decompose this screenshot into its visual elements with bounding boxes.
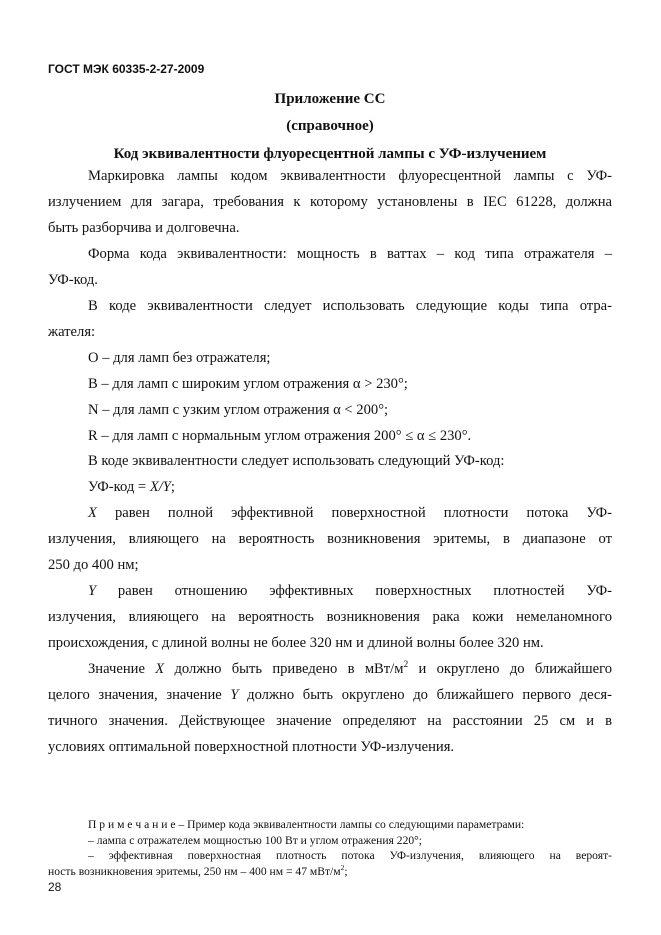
body-line <box>48 683 612 709</box>
body-line <box>48 527 612 553</box>
text-run: В – для ламп с широким углом отражения α > 230°; <box>88 375 408 392</box>
text-run: излучением для загара, требования к которому установлены в IEC 61228, должна <box>48 193 612 210</box>
text-run: П р и м е ч а н и е – Пример кода эквивалентности лампы со следующими параметрами: <box>88 818 525 831</box>
note-text <box>48 817 612 879</box>
text-run: тичного значения. Действующее значение определяют на расстоянии 25 см и в <box>48 713 612 730</box>
document-header: ГОСТ МЭК 60335-2-27-2009 <box>48 62 205 76</box>
body-line <box>48 475 612 501</box>
body-line <box>48 605 612 631</box>
body-line <box>48 216 612 242</box>
text-run: происхождения, с длиной волны не более 320 нм и длиной волны более 320 нм. <box>48 635 544 652</box>
body-line <box>48 346 612 372</box>
text-run: должно быть округлено до ближайшего первого деся- <box>238 687 612 704</box>
body-line <box>48 190 612 216</box>
body-line <box>48 424 612 450</box>
text-run: должно быть приведено в мВт/м <box>164 661 404 678</box>
body-line <box>48 735 612 761</box>
text-run: Y <box>230 687 239 704</box>
text-run: – лампа с отражателем мощностью 100 Вт и углом отражения 220°; <box>88 833 423 847</box>
text-run: условиях оптимальной поверхностной плотности УФ-излучения. <box>48 738 455 755</box>
text-run: 250 до 400 нм; <box>48 557 139 574</box>
text-run: жателя: <box>48 323 96 340</box>
body-text <box>48 164 612 761</box>
body-line <box>48 242 612 268</box>
body-line <box>48 320 612 346</box>
text-run: N – для ламп с узким углом отражения α < 200°; <box>88 401 389 418</box>
text-run: В коде эквивалентности следует использовать следующие коды типа отра- <box>88 297 612 314</box>
text-run: Маркировка лампы кодом эквивалентности флуоресцентной лампы с УФ- <box>88 168 612 184</box>
body-line <box>48 294 612 320</box>
note-line <box>48 864 612 880</box>
annex-title: Приложение СС <box>274 91 386 107</box>
text-run: R – для ламп с нормальным углом отражения 200° ≤ α ≤ 230°. <box>88 427 472 444</box>
text-run: излучения, влияющего на вероятность возникновения рака кожи немеланомного <box>48 609 612 626</box>
body-line <box>48 631 612 657</box>
body-line <box>48 449 612 475</box>
text-run: излучения, влияющего на вероятность возникновения эритемы, в диапазоне от <box>48 531 612 548</box>
text-run: и округлено до ближайшего <box>408 661 613 678</box>
body-line <box>48 372 612 398</box>
section-title: Код эквивалентности флуоресцентной лампы с УФ-излучением <box>113 146 547 162</box>
text-run: УФ-код. <box>48 271 98 288</box>
text-run: 2 <box>403 660 409 671</box>
text-run: равен отношению эффективных поверхностных плотностей УФ- <box>96 583 612 600</box>
text-run: Y <box>88 583 97 600</box>
body-line <box>48 579 612 605</box>
text-run: X <box>88 505 97 522</box>
text-run: ; <box>170 479 175 496</box>
text-run: – эффективная поверхностная плотность потока УФ-излучения, влияющего на вероят- <box>88 849 612 863</box>
note-line <box>48 848 612 864</box>
text-run: ность возникновения эритемы, 250 нм – 400 нм = 47 мВт/м <box>48 864 341 878</box>
text-run: целого значения, значение <box>48 687 231 704</box>
annex-type: (справочное) <box>286 118 374 134</box>
body-line <box>48 398 612 424</box>
text-run: Форма кода эквивалентности: мощность в ваттах – код типа отражателя – <box>88 245 612 262</box>
text-run: О – для ламп без отражателя; <box>88 349 271 366</box>
text-run: 2 <box>340 862 345 872</box>
body-line <box>48 164 612 190</box>
body-line <box>48 657 612 683</box>
note-line <box>48 817 612 833</box>
text-run: X/Y <box>149 479 171 496</box>
text-run: быть разборчива и долговечна. <box>48 219 240 236</box>
note-line <box>48 833 612 849</box>
page-number: 28 <box>48 880 62 894</box>
body-line <box>48 709 612 735</box>
text-run: Значение <box>88 661 156 678</box>
text-run: В коде эквивалентности следует использовать следующий УФ-код: <box>88 453 505 470</box>
body-line <box>48 268 612 294</box>
body-line <box>48 501 612 527</box>
text-run: X <box>155 661 165 678</box>
body-line <box>48 553 612 579</box>
text-run: ; <box>344 864 348 878</box>
text-run: равен полной эффективной поверхностной плотности потока УФ- <box>96 505 612 522</box>
text-run: УФ-код = <box>88 479 150 496</box>
